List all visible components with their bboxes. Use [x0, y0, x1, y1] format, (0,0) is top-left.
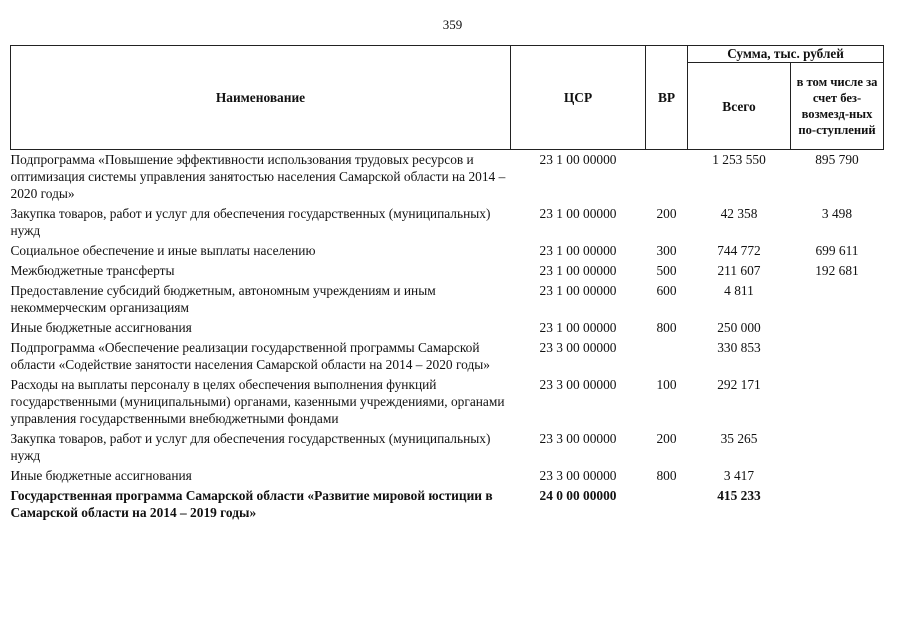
row-vr: 600: [656, 283, 677, 298]
table-header: [11, 46, 884, 150]
row-csr: 23 3 00 00000: [539, 377, 617, 392]
row-name: Предоставление субсидий бюджетным, автономным учреждениям и иным некоммерческим организациям: [10, 283, 436, 315]
table-row: [11, 467, 884, 487]
row-csr: 23 1 00 00000: [539, 206, 617, 221]
row-name: Иные бюджетные ассигнования: [10, 320, 192, 335]
row-total: 42 358: [720, 206, 758, 221]
table-row: [11, 205, 884, 242]
row-total: 250 000: [717, 320, 761, 335]
row-vr: 100: [656, 377, 677, 392]
row-vr: 500: [656, 263, 677, 278]
row-name: Подпрограмма «Повышение эффективности использования трудовых ресурсов и оптимизация системы управления занятостью населения Самарской области на 2014 – 2020 годы»: [10, 152, 506, 201]
budget-table: [10, 45, 884, 524]
row-total: 211 607: [717, 263, 761, 278]
row-csr: 23 1 00 00000: [539, 320, 617, 335]
row-name: Закупка товаров, работ и услуг для обеспечения государственных (муниципальных) нужд: [10, 206, 491, 238]
header-incl: в том числе за счет без-возмезд-ных по-ступлений: [791, 63, 884, 150]
row-total: 4 811: [724, 283, 754, 298]
row-name: Социальное обеспечение и иные выплаты населению: [10, 243, 316, 258]
row-csr: 23 3 00 00000: [539, 468, 617, 483]
row-name: Межбюджетные трансферты: [10, 263, 175, 278]
table-row: [11, 319, 884, 339]
header-sum-group: Сумма, тыс. рублей: [688, 46, 884, 63]
row-incl: [791, 376, 884, 430]
row-csr: 23 1 00 00000: [539, 263, 617, 278]
table-body: [11, 150, 884, 525]
row-vr: 800: [656, 468, 677, 483]
row-total: 330 853: [717, 340, 761, 355]
row-name: Иные бюджетные ассигнования: [10, 468, 192, 483]
table-row: [11, 430, 884, 467]
row-csr: 24 0 00 00000: [539, 488, 617, 503]
row-csr: 23 1 00 00000: [539, 152, 617, 167]
row-name: Закупка товаров, работ и услуг для обеспечения государственных (муниципальных) нужд: [10, 431, 491, 463]
row-incl: [791, 487, 884, 524]
row-total: 415 233: [717, 488, 761, 503]
table-row: [11, 376, 884, 430]
table-row: [11, 487, 884, 524]
header-total: Всего: [688, 63, 791, 150]
row-total: 744 772: [717, 243, 761, 258]
table-row: [11, 339, 884, 376]
row-incl: 192 681: [815, 263, 859, 278]
row-total: 35 265: [720, 431, 758, 446]
row-csr: 23 3 00 00000: [539, 340, 617, 355]
page-number: 359: [442, 17, 463, 32]
row-vr: [646, 487, 688, 524]
header-vr: ВР: [646, 46, 688, 150]
row-name: Подпрограмма «Обеспечение реализации государственной программы Самарской области «Содействие занятости населения Самарской области на 2014 – 2020 годы»: [10, 340, 490, 372]
row-incl: [791, 339, 884, 376]
row-incl: [791, 282, 884, 319]
row-incl: 3 498: [821, 206, 853, 221]
table-row: [11, 282, 884, 319]
row-incl: [791, 467, 884, 487]
row-name: Государственная программа Самарской области «Развитие мировой юстиции в Самарской области на 2014 – 2019 годы»: [10, 488, 493, 520]
table-row: [11, 242, 884, 262]
row-vr: 200: [656, 206, 677, 221]
row-vr: [646, 339, 688, 376]
row-total: 292 171: [717, 377, 761, 392]
row-vr: 200: [656, 431, 677, 446]
row-incl: [791, 430, 884, 467]
header-name: Наименование: [11, 46, 511, 150]
row-name: Расходы на выплаты персоналу в целях обеспечения выполнения функций государственными (муниципальными) органами, казенными учреждениями, органами управления государственными внебюджетными фондами: [10, 377, 505, 426]
row-csr: 23 3 00 00000: [539, 431, 617, 446]
row-total: 3 417: [723, 468, 755, 483]
row-incl: [791, 319, 884, 339]
header-csr: ЦСР: [511, 46, 646, 150]
row-vr: 300: [656, 243, 677, 258]
row-csr: 23 1 00 00000: [539, 283, 617, 298]
row-incl: 699 611: [815, 243, 859, 258]
row-csr: 23 1 00 00000: [539, 243, 617, 258]
row-vr: 800: [656, 320, 677, 335]
table-row: [11, 262, 884, 282]
row-vr: [646, 150, 688, 206]
row-total: 1 253 550: [712, 152, 766, 167]
table-row: [11, 150, 884, 206]
row-incl: 895 790: [815, 152, 859, 167]
